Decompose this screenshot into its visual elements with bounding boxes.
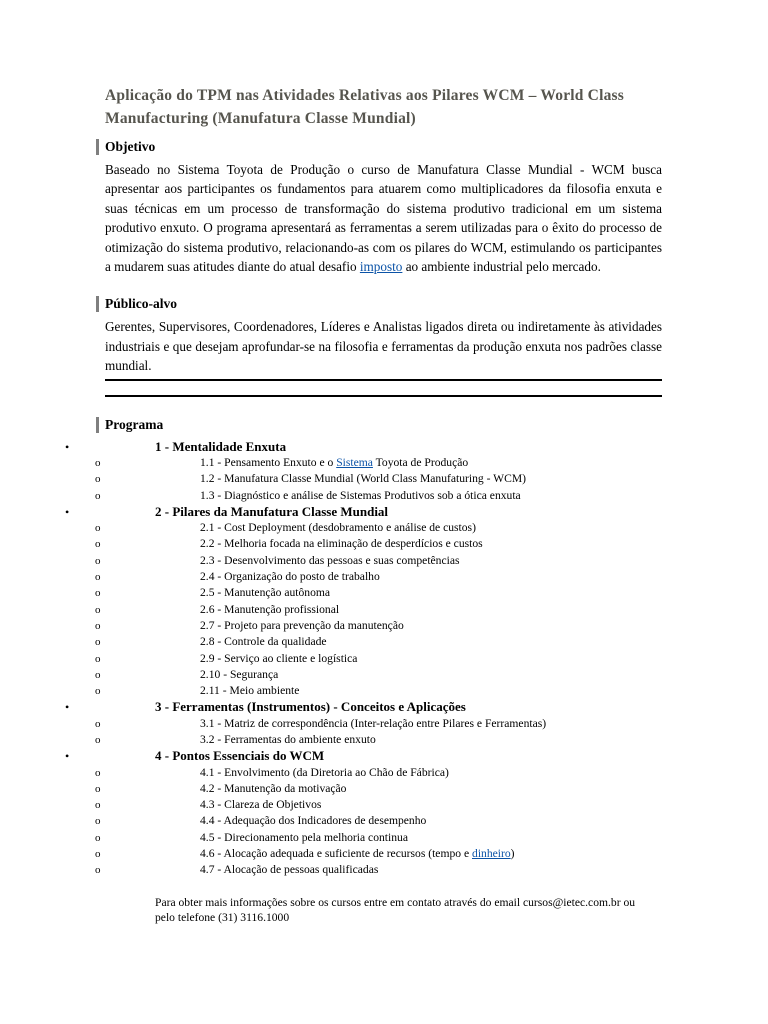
program-subitem bbox=[0, 765, 768, 781]
text-segment: ao ambiente industrial pelo mercado. bbox=[402, 259, 601, 275]
text-segment: 2.6 - Manutenção profissional bbox=[200, 602, 340, 616]
program-subitem-text bbox=[200, 586, 330, 599]
text-segment: 2.8 - Controle da qualidade bbox=[200, 635, 327, 649]
circle-bullet-icon: o bbox=[95, 538, 101, 551]
program-subitem bbox=[0, 553, 768, 569]
text-segment: Gerentes, Supervisores, Coordenadores, Líderes e Analistas ligados direta ou indiretamente às atividades industriais e que desejam aprofundar-se na filosofia e ferramentas da produção enxuta nos padrões classe mundial. bbox=[105, 319, 662, 374]
program-subitem-text bbox=[200, 489, 521, 502]
circle-bullet-icon: o bbox=[95, 489, 101, 502]
program-subitem-text bbox=[200, 554, 460, 567]
text-segment: 4.1 - Envolvimento (da Diretoria ao Chão de Fábrica) bbox=[200, 765, 449, 779]
program-subitem-text bbox=[200, 733, 376, 746]
program-item-title: 3 - Ferramentas (Instrumentos) - Conceitos e Aplicações bbox=[155, 699, 466, 715]
program-item bbox=[0, 439, 768, 455]
text-segment: 1.3 - Diagnóstico e análise de Sistemas Produtivos sob a ótica enxuta bbox=[200, 488, 521, 502]
program-subitem-text bbox=[200, 798, 321, 811]
program-item bbox=[0, 699, 768, 715]
section-heading-programa: Programa bbox=[96, 417, 662, 433]
circle-bullet-icon: o bbox=[95, 603, 101, 616]
program-subitem-text bbox=[200, 521, 476, 534]
program-item bbox=[0, 748, 768, 764]
text-segment: 2.5 - Manutenção autônoma bbox=[200, 586, 331, 600]
program-subitem bbox=[0, 781, 768, 797]
circle-bullet-icon: o bbox=[95, 766, 101, 779]
circle-bullet-icon: o bbox=[95, 685, 101, 698]
program-subitem bbox=[0, 569, 768, 585]
horizontal-rule bbox=[105, 395, 662, 397]
bullet-icon: • bbox=[65, 504, 70, 519]
program-subitem bbox=[0, 846, 768, 862]
bullet-icon: • bbox=[65, 749, 70, 764]
program-subitem-text bbox=[200, 635, 327, 648]
text-segment: 4.2 - Manutenção da motivação bbox=[200, 781, 347, 795]
program-subitem bbox=[0, 667, 768, 683]
circle-bullet-icon: o bbox=[95, 456, 101, 469]
program-item-title: 1 - Mentalidade Enxuta bbox=[155, 438, 287, 454]
text-segment: 2.10 - Segurança bbox=[200, 667, 279, 681]
program-subitem bbox=[0, 488, 768, 504]
program-subitem-text bbox=[200, 537, 483, 550]
inline-link[interactable]: Sistema bbox=[336, 455, 373, 469]
circle-bullet-icon: o bbox=[95, 636, 101, 649]
section-heading-objetivo: Objetivo bbox=[96, 139, 662, 155]
program-subitem bbox=[0, 716, 768, 732]
circle-bullet-icon: o bbox=[95, 782, 101, 795]
text-segment: 4.7 - Alocação de pessoas qualificadas bbox=[200, 863, 379, 877]
program-subitem-text bbox=[200, 782, 346, 795]
program-item-title: 4 - Pontos Essenciais do WCM bbox=[155, 748, 325, 764]
text-segment: 2.2 - Melhoria focada na eliminação de desperdícios e custos bbox=[200, 537, 483, 551]
program-subitem bbox=[0, 602, 768, 618]
program-subitem bbox=[0, 797, 768, 813]
document-title: Aplicação do TPM nas Atividades Relativas aos Pilares WCM – World Class Manufacturing (Manufatura Classe Mundial) bbox=[105, 87, 624, 127]
circle-bullet-icon: o bbox=[95, 815, 101, 828]
bullet-icon: • bbox=[65, 439, 70, 454]
program-subitem-text bbox=[200, 684, 299, 697]
circle-bullet-icon: o bbox=[95, 619, 101, 632]
text-segment: 4.3 - Clareza de Objetivos bbox=[200, 798, 322, 812]
text-segment: 3.2 - Ferramentas do ambiente enxuto bbox=[200, 733, 376, 746]
circle-bullet-icon: o bbox=[95, 652, 101, 665]
section-heading-publico-alvo: Público-alvo bbox=[96, 296, 662, 312]
circle-bullet-icon: o bbox=[95, 864, 101, 877]
text-segment: 2.1 - Cost Deployment (desdobramento e análise de custos) bbox=[200, 521, 476, 535]
program-item-title: 2 - Pilares da Manufatura Classe Mundial bbox=[155, 503, 389, 519]
bullet-icon: • bbox=[65, 700, 70, 715]
program-subitem-text bbox=[200, 603, 339, 616]
circle-bullet-icon: o bbox=[95, 668, 101, 681]
program-subitem-text bbox=[200, 717, 546, 730]
circle-bullet-icon: o bbox=[95, 473, 101, 486]
program-subitem bbox=[0, 536, 768, 552]
program-subitem bbox=[0, 471, 768, 487]
program-subitem-text bbox=[200, 456, 468, 469]
text-segment: 2.9 - Serviço ao cliente e logística bbox=[200, 651, 358, 665]
program-subitem bbox=[0, 830, 768, 846]
program-subitem-text bbox=[200, 814, 426, 827]
circle-bullet-icon: o bbox=[95, 717, 101, 730]
inline-link[interactable]: dinheiro bbox=[472, 847, 511, 861]
program-subitem bbox=[0, 813, 768, 829]
circle-bullet-icon: o bbox=[95, 831, 101, 844]
program-subitem-text bbox=[200, 766, 449, 779]
program-subitem bbox=[0, 520, 768, 536]
text-segment: 3.1 - Matriz de correspondência (Inter-relação entre Pilares e Ferramentas) bbox=[200, 716, 547, 730]
program-subitem bbox=[0, 732, 768, 748]
program-subitem bbox=[0, 585, 768, 601]
text-segment: 4.6 - Alocação adequada e suficiente de recursos (tempo e bbox=[200, 847, 473, 861]
circle-bullet-icon: o bbox=[95, 554, 101, 567]
text-segment: 2.4 - Organização do posto de trabalho bbox=[200, 570, 380, 584]
program-subitem bbox=[0, 455, 768, 471]
inline-link[interactable]: imposto bbox=[359, 259, 403, 275]
program-subitem-text bbox=[200, 668, 278, 681]
program-subitem-text bbox=[200, 847, 515, 860]
circle-bullet-icon: o bbox=[95, 587, 101, 600]
circle-bullet-icon: o bbox=[95, 571, 101, 584]
text-segment: ) bbox=[510, 847, 515, 861]
text-segment: 2.7 - Projeto para prevenção da manutenção bbox=[200, 618, 404, 632]
text-segment: 2.3 - Desenvolvimento das pessoas e suas competências bbox=[200, 553, 460, 567]
program-subitem-text bbox=[200, 652, 357, 665]
text-segment: Toyota de Produção bbox=[372, 455, 469, 469]
text-segment: 1.2 - Manufatura Classe Mundial (World Class Manufaturing - WCM) bbox=[200, 472, 526, 486]
text-segment: Baseado no Sistema Toyota de Produção o curso de Manufatura Classe Mundial - WCM busca apresentar aos participantes os fundamentos para atuarem como multiplicadores da filosofia enxuta e suas técnicas em um processo de transformação do sistema produtivo tradicional em um sistema produtivo enxuto. O programa apresentará as ferramentas a serem utilizadas para o êxito do processo de otimização do sistema produtivo, relacionando-as com os pilares do WCM, estimulando os participantes a mudarem suas atitudes diante do atual desafio bbox=[105, 162, 662, 275]
publico-alvo-paragraph bbox=[105, 317, 662, 380]
program-subitem-text bbox=[200, 863, 378, 876]
program-subitem-text bbox=[200, 570, 380, 583]
program-list bbox=[0, 439, 768, 879]
circle-bullet-icon: o bbox=[95, 848, 101, 861]
program-subitem-text bbox=[200, 831, 408, 844]
program-subitem bbox=[0, 862, 768, 878]
program-item bbox=[0, 504, 768, 520]
program-subitem bbox=[0, 651, 768, 667]
program-subitem-text bbox=[200, 472, 526, 485]
program-subitem-text bbox=[200, 619, 404, 632]
program-subitem bbox=[0, 618, 768, 634]
footer-contact: Para obter mais informações sobre os cursos entre em contato através do email cursos@ietec.com.br ou pelo telefone (31) 3116.1000 bbox=[155, 895, 636, 925]
program-subitem bbox=[0, 634, 768, 650]
text-segment: 2.11 - Meio ambiente bbox=[200, 684, 300, 698]
circle-bullet-icon: o bbox=[95, 799, 101, 812]
objetivo-paragraph bbox=[105, 160, 662, 276]
program-subitem bbox=[0, 683, 768, 699]
document-content bbox=[105, 0, 662, 433]
circle-bullet-icon: o bbox=[95, 734, 101, 746]
text-segment: 4.4 - Adequação dos Indicadores de desempenho bbox=[200, 814, 427, 828]
text-segment: 1.1 - Pensamento Enxuto e o bbox=[200, 455, 337, 469]
text-segment: 4.5 - Direcionamento pela melhoria continua bbox=[200, 830, 408, 844]
circle-bullet-icon: o bbox=[95, 522, 101, 535]
